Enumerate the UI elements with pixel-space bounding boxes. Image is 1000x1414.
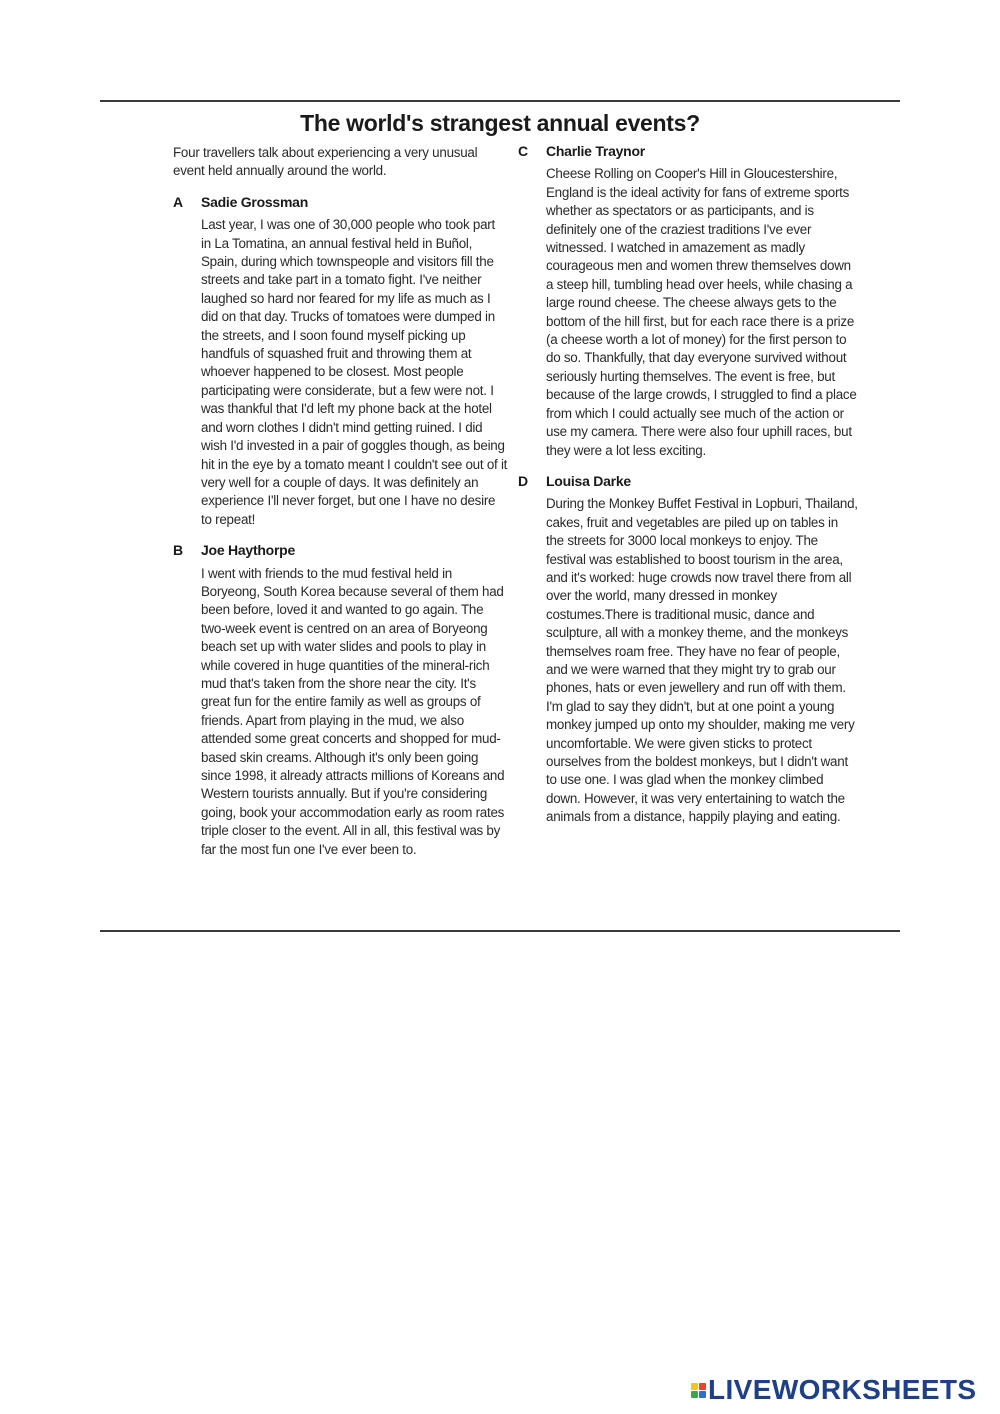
section-d-heading — [518, 472, 858, 490]
article-frame — [100, 100, 900, 932]
logo-text: LIVEWORKSHEETS — [708, 1374, 977, 1405]
logo-mark-icon — [691, 1383, 706, 1398]
section-c-heading — [518, 142, 858, 160]
section-letter: A — [173, 193, 183, 210]
section-author: Louisa Darke — [546, 472, 631, 489]
section-author: Sadie Grossman — [201, 193, 308, 210]
logo-square — [699, 1383, 706, 1390]
top-rule — [100, 100, 900, 102]
section-letter: C — [518, 143, 528, 159]
section-b-text: I went with friends to the mud festival held in Boryeong, South Korea because several of them had been before, loved it and wanted to go again. The two-week event is centred on an area of Boryeong beach set up with water slides and pools to play in while covered in huge quantities of the mineral-rich mud that's taken from the shore near the city. It's great fun for the entire family as well as groups of friends. Apart from playing in the mud, we also attended some great concerts and shopped for mud-based skin creams. Although it's only been going since 1998, it already attracts millions of Koreans and Western tourists annually. But if you're considering going, book your accommodation early as room rates triple closer to the event. All in all, this festival was by far the most fun one I've ever been to. — [201, 565, 505, 857]
section-author: Joe Haythorpe — [201, 542, 295, 559]
section-letter: B — [173, 542, 183, 559]
section-author: Charlie Traynor — [546, 143, 645, 159]
section-a-heading — [173, 193, 508, 211]
section-letter: D — [518, 472, 528, 489]
logo-square — [699, 1391, 706, 1398]
right-column — [518, 142, 858, 839]
section-d-text: During the Monkey Buffet Festival in Lopburi, Thailand, cakes, fruit and vegetables are piled up on tables in the streets for 3000 local monkeys to enjoy. The festival was established to boost tourism in the area, and it's worked: huge crowds now travel there from all over the world, many dressed in monkey costumes.There is traditional music, dance and sculpture, all with a monkey theme, and the monkeys themselves roam free. They have no fear of people, and we were warned that they might try to grab our phones, hats or even jewellery and run off with them. I'm glad to say they didn't, but at one point a young monkey jumped up onto my shoulder, making me very uncomfortable. We were given sticks to protect ourselves from the boldest monkeys, but I didn't want to use one. I was glad when the monkey climbed down. However, it was very entertaining to watch the animals from a distance, happily playing and eating. — [546, 496, 858, 825]
bottom-rule — [100, 930, 900, 932]
section-a-text: Last year, I was one of 30,000 people who took part in La Tomatina, an annual festival held in Buñol, Spain, during which townspeople and visitors fill the streets and take part in a tomato fight. I've neither laughed so hard nor feared for my life as much as I did on that day. Trucks of tomatoes were dumped in the streets, and I soon found myself picking up handfuls of squashed fruit and throwing them at whoever happened to be closest. Most people participating were considerate, but a few were not. I was thankful that I'd left my phone back at the hotel and worn clothes I didn't mind getting ruined. I did wish I'd invested in a pair of goggles though, as being hit in the eye by a tomato meant I couldn't see out of it very well for a couple of days. It was definitely an experience I'll never forget, but one I have no desire to repeat! — [201, 217, 508, 527]
logo-square — [691, 1391, 698, 1398]
intro-text: Four travellers talk about experiencing a very unusual event held annually around the world. — [173, 145, 478, 179]
logo-square — [691, 1383, 698, 1390]
section-c-text: Cheese Rolling on Cooper's Hill in Gloucestershire, England is the ideal activity for fans of extreme sports whether as spectators or as participants, and is definitely one of the craziest traditions I've ever witnessed. I watched in amazement as madly courageous men and women threw themselves down a steep hill, tumbling head over heels, while chasing a large round cheese. The cheese always gets to the bottom of the hill first, but for each race there is a prize (a cheese worth a lot of money) for the first person to do so. Thankfully, that day everyone survived without seriously hurting themselves. The event is free, but because of the large crowds, I struggled to find a place from which I could actually see much of the action or use my camera. There were also four uphill races, but they were a lot less exciting. — [546, 166, 857, 458]
article-title: The world's strangest annual events? — [300, 110, 700, 136]
liveworksheets-logo — [691, 1376, 977, 1404]
section-b-heading — [173, 541, 508, 559]
left-column — [173, 144, 508, 871]
